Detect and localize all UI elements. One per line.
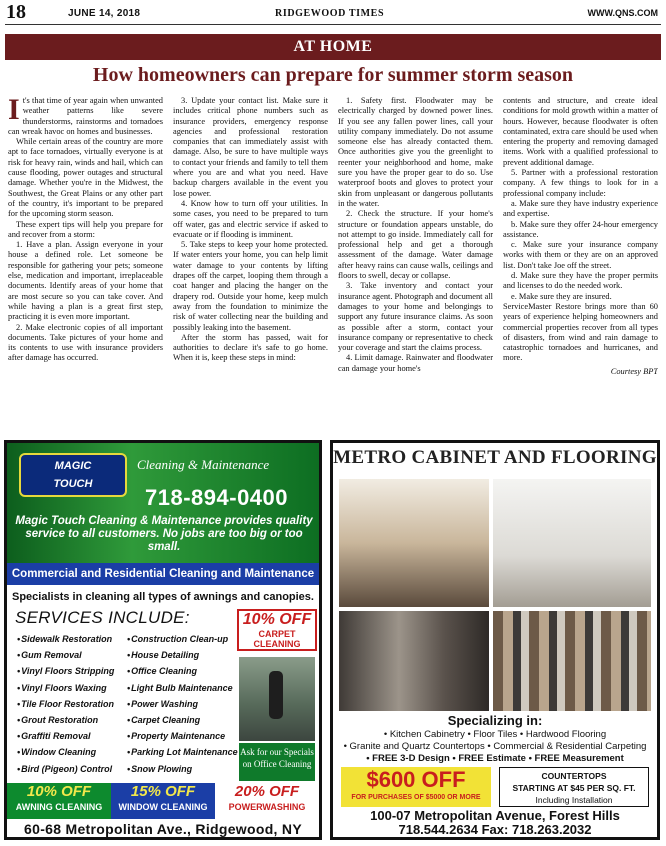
article-column-2 [173, 96, 328, 458]
list-item: • Office Cleaning [127, 663, 247, 679]
paragraph: c. Make sure your insurance company works with them or they are on an approved list. Don't take Joe off the street. [503, 240, 658, 270]
paragraph: 5. Take steps to keep your home protected. If water enters your home, you can help limit water damage to your contents by lifting drapes off the carpet, looping them through a coat hanger and placing the hanger on the drapery rod. Outside your home, keep mulch away from the foundation to minimize the risk of water collecting near the building and possibly leaking into the basement. [173, 240, 328, 332]
office-specials: Ask for our Specials on Office Cleaning [239, 743, 315, 781]
countertop-samples-photo [493, 611, 651, 711]
ad-phone[interactable]: 718-894-0400 [145, 485, 289, 510]
article-body [8, 96, 658, 458]
list-item: • Property Maintenance [127, 728, 247, 744]
article-headline: How homeowners can prepare for summer storm season [92, 64, 574, 86]
list-item: • Parking Lot Maintenance [127, 744, 247, 760]
paragraph: e. Make sure they are insured. [511, 291, 612, 301]
specializing-heading: Specializing in: [447, 713, 543, 728]
carpet-discount-box: 10% OFF CARPET CLEANING [237, 609, 317, 651]
list-item: • Light Bulb Maintenance [127, 680, 247, 696]
kitchen-photo [339, 479, 489, 607]
article-column-1: It's that time of year again when unwanted weather patterns like severe thunderstorms, rainstorms and tornadoes can wreak havoc on homes and businesses. While certain areas of the country are more apt to face tornadoes, virtually everyone is at risk for heavy rain, winds and hail, which can cause flooding, power outages and structural damage. Whether you're in the Midwest, the Southwest, the Great Plains or any other part of the country, it's important to be prepared for the upcoming storm season. These expert tips will help you prepare for and recover from a storm: 1. Have a plan. Assign everyone in your house a defined role. Let someone be responsible for gathering your pets; someone else, medication and important, irreplaceable documents. Identify areas of your home that are most secure so you can take cover. And while having a plan is a great first step, practicing it is even more important. 2. Make electronic copies of all important documents. Take pictures of your home and its contents to use with insurance providers after damage has occurred. [8, 96, 163, 363]
issue-date: JUNE 14, 2018 [68, 8, 141, 19]
page-number: 18 [6, 1, 26, 23]
list-item: • Vinyl Floors Stripping [17, 663, 131, 679]
ad-address: 100-07 Metropolitan Avenue, Forest Hills 718.544.2634 Fax: 718.263.2032 [370, 808, 620, 837]
discount-promo: $600 OFF FOR PURCHASES OF $5000 OR MORE [341, 767, 491, 807]
worker-photo [239, 657, 315, 741]
paragraph: 4. Limit damage. Rainwater and floodwater can damage your home's [338, 353, 493, 373]
list-item: • Power Washing [127, 696, 247, 712]
paragraph: 3. Take inventory and contact your insurance agent. Photograph and document all damages to your home and belongings to support any future insurance claims. As soon as possible after a storm, contact your insurance company or representative to check your coverage and start the claims process. [338, 281, 493, 353]
services-title: SERVICES INCLUDE: [15, 608, 190, 627]
list-item: • Tile Floor Restoration [17, 696, 131, 712]
free-services-line: • FREE 3-D Design • FREE Estimate • FREE Measurement [366, 753, 624, 764]
services-list-left [17, 631, 131, 777]
paragraph: ServiceMaster Restore brings more than 60 years of experience helping homeowners and commercial properties recover from all types of disasters, from wind and rain damage to catastrophic tornadoes and hurricanes, and more. [503, 301, 658, 363]
site-url[interactable]: WWW.QNS.COM [587, 8, 658, 18]
powerwash-discount: 20% OFF POWERWASHING [215, 783, 319, 819]
magic-touch-ad[interactable] [4, 440, 322, 840]
list-item: • Construction Clean-up [127, 631, 247, 647]
list-item: • Graffiti Removal [17, 728, 131, 744]
list-item: • Grout Restoration [17, 712, 131, 728]
ad-title: METRO CABINET AND FLOORING [333, 447, 657, 468]
list-item: • Snow Plowing [127, 761, 247, 777]
article-column-4 [503, 96, 658, 458]
services-line: • Granite and Quartz Countertops • Commercial & Residential Carpeting [343, 741, 647, 752]
list-item: • Gum Removal [17, 647, 131, 663]
ad-address: 60-68 Metropolitan Ave., Ridgewood, NY [24, 821, 302, 837]
paragraph: a. Make sure they have industry experience and expertise. [503, 198, 658, 219]
list-item: • Carpet Cleaning [127, 712, 247, 728]
courtesy-credit: Courtesy BPT [610, 366, 658, 376]
paragraph: 4. Know how to turn off your utilities. In some cases, you need to be prepared to turn off water, gas and electric service if asked to evacuate or if flooding is imminent. [173, 198, 328, 239]
ad-specialists: Specialists in cleaning all types of awnings and canopies. [12, 591, 314, 603]
header-rule [5, 24, 661, 25]
paragraph: While certain areas of the country are more apt to face tornadoes, virtually everyone is at risk for heavy rain, winds and hail, which can cause flooding, power outages and structural damage. Whether you're in the Midwest, the Southwest, the Great Plains or any other part of the country, it's important to be prepared for the upcoming storm season. [8, 137, 163, 219]
paragraph: d. Make sure they have the proper permits and licenses to do the needed work. [503, 271, 658, 291]
paragraph: These expert tips will help you prepare for and recover from a storm: [8, 219, 163, 239]
ad-tagline: Magic Touch Cleaning & Maintenance provides quality service to all customers. No jobs are too big or too small. [15, 515, 313, 553]
list-item: • House Detailing [127, 647, 247, 663]
list-item: • Bird (Pigeon) Control [17, 761, 131, 777]
paragraph: 5. Partner with a professional restoration company. A few things to look for in a professional company include: [503, 168, 658, 198]
white-kitchen-photo [493, 479, 651, 607]
awning-discount: 10% OFF AWNING CLEANING [7, 783, 111, 819]
magic-touch-logo: MAGIC TOUCH [19, 453, 127, 497]
article-column-3 [338, 96, 493, 458]
ad-subtitle: Cleaning & Maintenance [137, 457, 270, 472]
list-item: • Sidewalk Restoration [17, 631, 131, 647]
countertops-offer: COUNTERTOPS STARTING AT $45 PER SQ. FT. Including Installation [499, 767, 649, 807]
flooring-photo [339, 611, 489, 711]
paragraph: 1. Have a plan. Assign everyone in your house a defined role. Let someone be responsible for gathering your pets; someone else, medication and important, irreplaceable documents. Identify areas of your home that are most secure so you can take cover. And while having a plan is a great first step, practicing it is even more important. [8, 240, 163, 322]
paragraph: contents and structure, and create ideal conditions for mold growth within a matter of hours. However, because floodwater is often contaminated, extra care should be used when entering the property and removing damaged items. Work with a qualified professional to prevent additional damage. [503, 96, 658, 167]
paragraph: 2. Check the structure. If your home's structure or foundation appears unstable, do not attempt to go inside. Immediately call for professional help and get a thorough assessment of the damage. Water damage after heavy rains can cause walls, ceilings and floors to swell, decay or collapse. [338, 209, 493, 281]
window-discount: 15% OFF WINDOW CLEANING [111, 783, 215, 819]
services-line: • Kitchen Cabinetry • Floor Tiles • Hardwood Flooring [383, 729, 607, 740]
ad-service-bar: Commercial and Residential Cleaning and Maintenance [7, 563, 319, 585]
drop-cap: I [8, 96, 20, 126]
list-item: • Window Cleaning [17, 744, 131, 760]
paragraph: 2. Make electronic copies of all important documents. Take pictures of your home and its contents to use with insurance providers after damage has occurred. [8, 322, 163, 363]
list-item: • Vinyl Floors Waxing [17, 680, 131, 696]
page-header [0, 0, 666, 26]
paragraph: 1. Safety first. Floodwater may be electrically charged by downed power lines. If you see any fallen power lines, call your utility company immediately. Do not assume someone else has already contacted them. Once authorities give you the greenlight to reenter your neighborhood and home, make sure you have the proper gear to do so. Use waterproof boots and gloves to protect your skin from unpleasant or dangerous pollutants in the water. [338, 96, 493, 208]
metro-cabinet-ad[interactable] [330, 440, 660, 840]
section-banner: AT HOME [5, 34, 661, 60]
paper-name: RIDGEWOOD TIMES [275, 8, 385, 19]
services-list-right [127, 631, 247, 777]
paragraph: b. Make sure they offer 24-hour emergency assistance. [503, 219, 658, 239]
paragraph: After the storm has passed, wait for authorities to declare it's safe to go home. When it is, keep these steps in mind: [173, 332, 328, 363]
discount-bar [7, 783, 319, 819]
paragraph: 3. Update your contact list. Make sure it includes critical phone numbers such as insurance providers, emergency response agencies and professional restoration companies that can immediately assist with damage. Also, be sure to have multiple ways to contact your friends and family to tell them where you are and what you need. Have backup chargers available in the event you lose power. [173, 96, 328, 198]
